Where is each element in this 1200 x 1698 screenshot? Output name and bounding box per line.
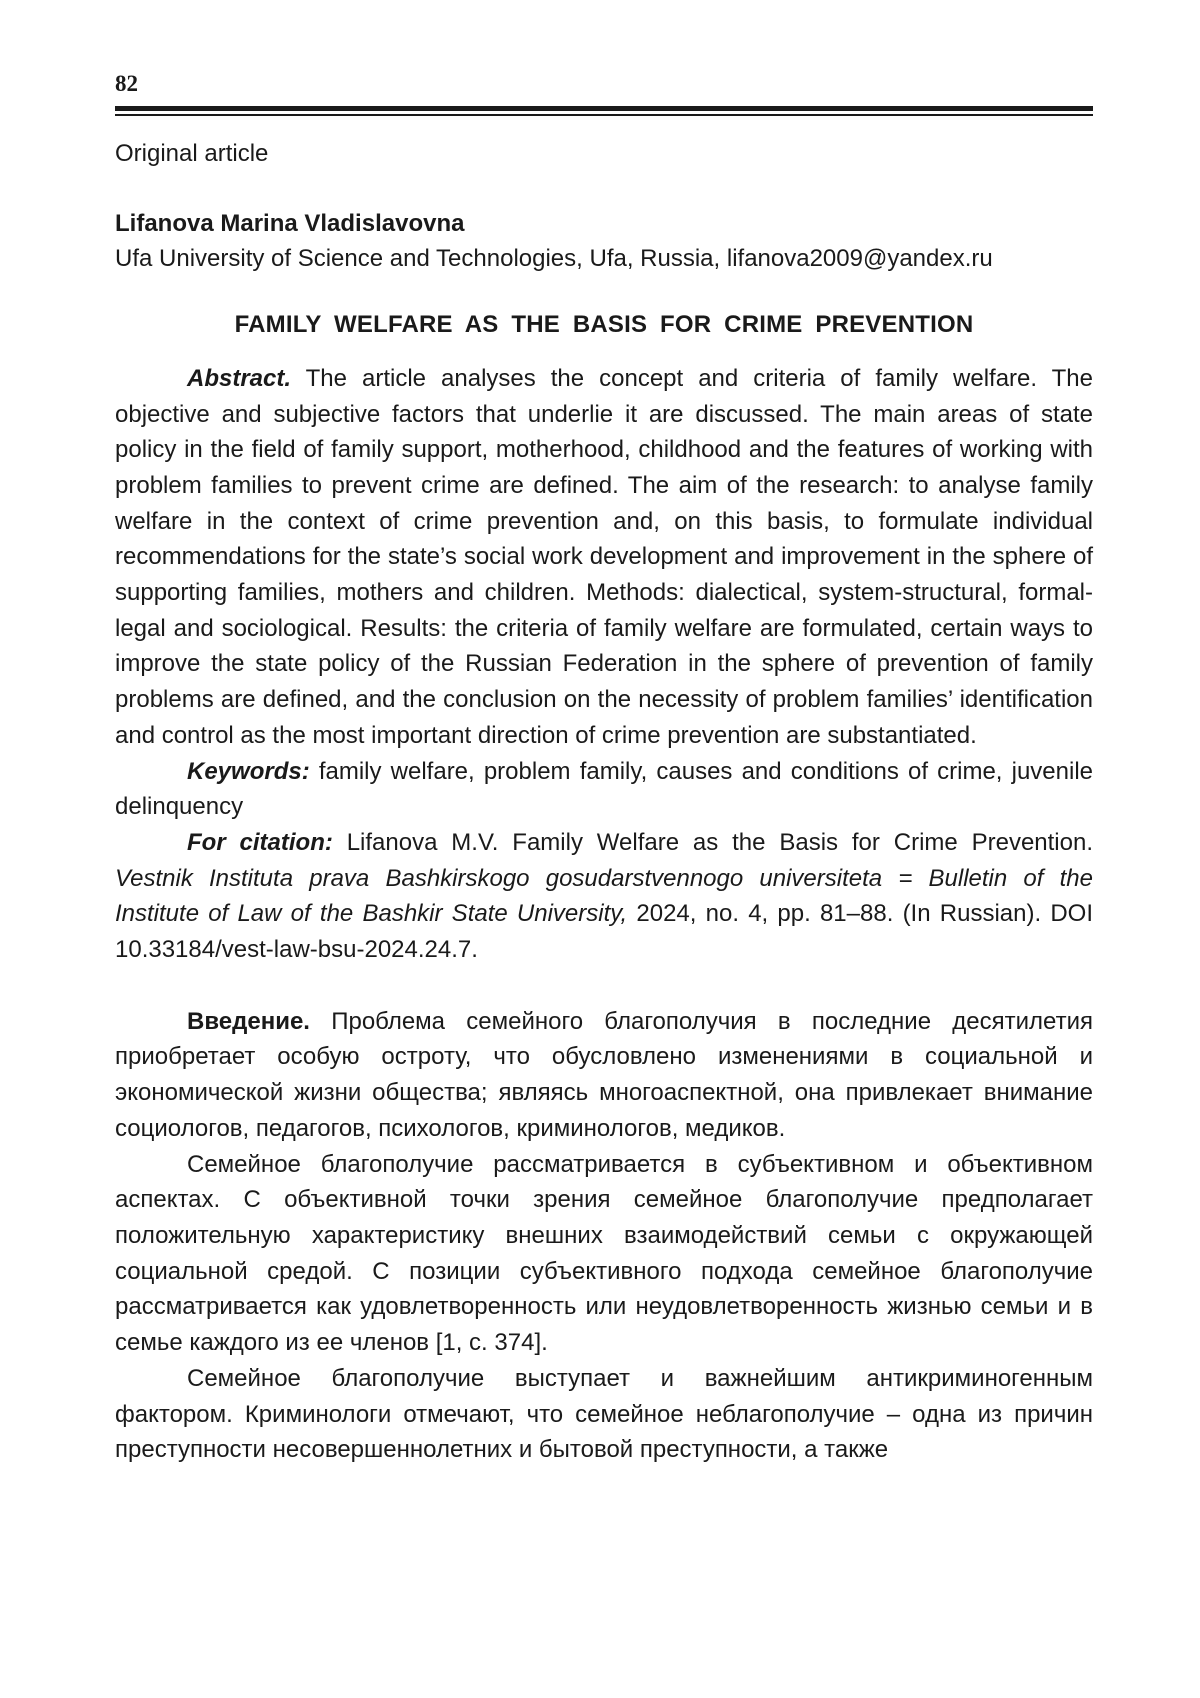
body-section xyxy=(115,1004,1093,1468)
author-name: Lifanova Marina Vladislavovna xyxy=(115,209,465,237)
citation-journal: Vestnik Instituta prava Bashkirskogo gosudarstvennogo universiteta = Bulletin of the Institute of Law of the Bashkir State University, xyxy=(115,864,1093,928)
citation-paragraph xyxy=(115,825,1093,968)
citation-text-before: Lifanova M.V. Family Welfare as the Basis for Crime Prevention. xyxy=(332,828,1093,856)
journal-page xyxy=(115,70,1093,1468)
intro-text: Проблема семейного благополучия в последние десятилетия приобретает особую остроту, что обусловлено изменениями в социальной и экономической жизни общества; являясь многоаспектной, она привлекает внимание социологов, педагогов, психологов, криминологов, медиков. xyxy=(115,1007,1093,1142)
abstract-paragraph xyxy=(115,361,1093,754)
citation-label: For citation: xyxy=(187,828,333,856)
keywords-label: Keywords: xyxy=(187,757,310,785)
author-affiliation: Ufa University of Science and Technologies, Ufa, Russia, lifanova2009@yandex.ru xyxy=(115,245,993,273)
abstract-label: Abstract. xyxy=(187,364,292,392)
page-number: 82 xyxy=(115,71,138,96)
header-rule xyxy=(115,106,1093,116)
body-paragraph-3: Семейное благополучие выступает и важнейшим антикриминогенным фактором. Криминологи отмечают, что семейное неблагополучие – одна из причин преступности несовершеннолетних и бытовой преступности, а также xyxy=(115,1364,1093,1464)
intro-label: Введение. xyxy=(187,1007,310,1035)
abstract-text: The article analyses the concept and criteria of family welfare. The objective and subjective factors that underlie it are discussed. The main areas of state policy in the field of family support, motherhood, childhood and the features of working with problem families to prevent crime are defined. The aim of the research: to analyse family welfare in the context of crime prevention and, on this basis, to formulate individual recommendations for the state’s social work development and improvement in the sphere of supporting families, mothers and children. Methods: dialectical, system-structural, formal-legal and sociological. Results: the criteria of family welfare are formulated, certain ways to improve the state policy of the Russian Federation in the sphere of prevention of family problems are defined, and the conclusion on the necessity of problem families’ identification and control as the most important direction of crime prevention are substantiated. xyxy=(115,364,1093,749)
body-paragraph-2: Семейное благополучие рассматривается в субъективном и объективном аспектах. С объективной точки зрения семейное благополучие предполагает положительную характеристику внешних взаимодействий семьи с окружающей социальной средой. С позиции субъективного подхода семейное благополучие рассматривается как удовлетворенность или неудовлетворенность жизнью семьи и в семье каждого из ее членов [1, с. 374]. xyxy=(115,1150,1093,1357)
article-title: FAMILY WELFARE AS THE BASIS FOR CRIME PREVENTION xyxy=(234,311,974,339)
intro-paragraph xyxy=(115,1004,1093,1147)
article-type: Original article xyxy=(115,140,269,167)
abstract-section xyxy=(115,361,1093,968)
keywords-text: family welfare, problem family, causes and conditions of crime, juvenile delinquency xyxy=(115,757,1093,821)
citation-text-after: 2024, no. 4, pp. 81–88. (In Russian). DOI 10.33184/vest-law-bsu-2024.24.7. xyxy=(115,900,1094,964)
header-rule-thin xyxy=(115,114,1093,116)
keywords-paragraph xyxy=(115,754,1093,825)
header-rule-thick xyxy=(115,106,1093,111)
